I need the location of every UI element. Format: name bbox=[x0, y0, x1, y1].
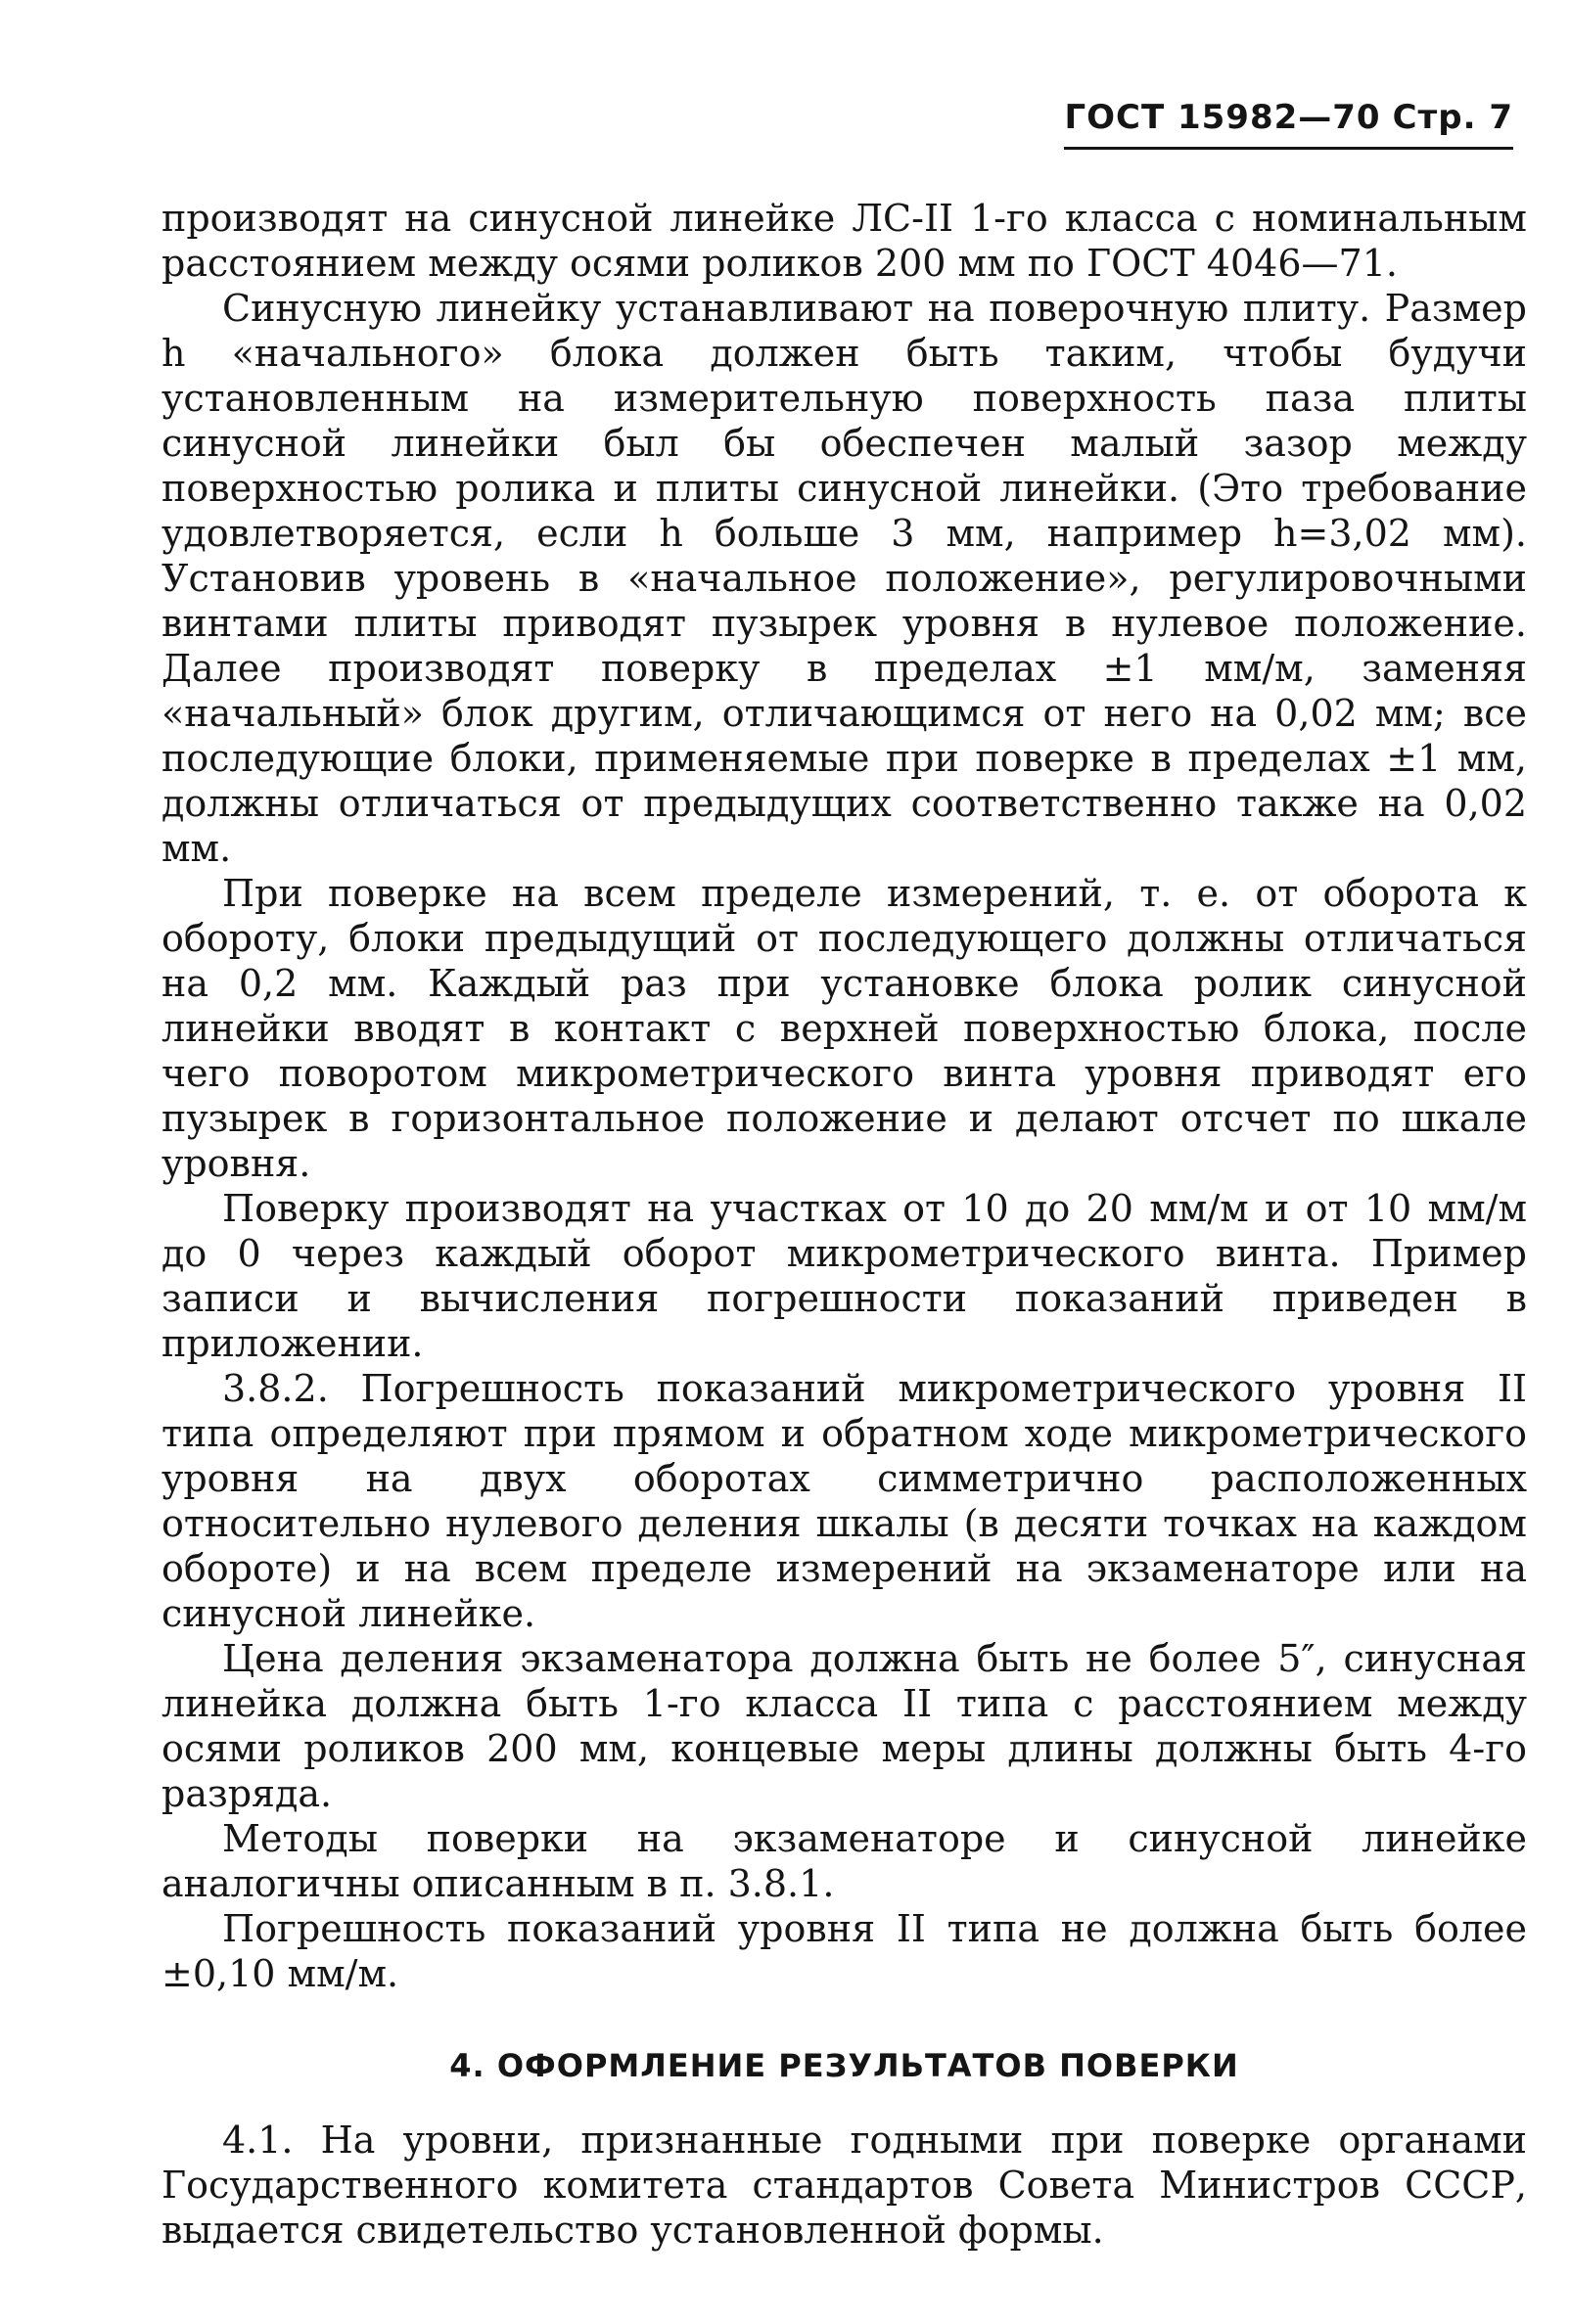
paragraph-error-limit: Погрешность показаний уровня II типа не должна быть более ±0,10 мм/м. bbox=[162, 1907, 1527, 1995]
paragraph-examiner-requirements: Цена деления экзаменатора должна быть не более 5″, синусная линейка должна быть 1-го класса II типа с расстоянием между осями роликов 200 мм, концевые меры длины должны быть 4-го разряда. bbox=[162, 1637, 1527, 1815]
page-header bbox=[1064, 98, 1513, 150]
paragraph-full-range-check: При поверке на всем пределе измерений, т. е. от оборота к обороту, блоки предыдущий от последующего должны отличаться на 0,2 мм. Каждый раз при установке блока ролик синусной линейки вводят в контакт с верхней поверхностью блока, после чего поворотом микрометрического винта уровня приводят его пузырек в горизонтальное положение и делают отсчет по шкале уровня. bbox=[162, 872, 1527, 1185]
paragraph-4-1: 4.1. На уровни, признанные годными при поверке органами Государственного комитета стандартов Совета Министров СССР, выдается свидетельство установленной формы. bbox=[162, 2119, 1527, 2252]
section-title: 4. ОФОРМЛЕНИЕ РЕЗУЛЬТАТОВ ПОВЕРКИ bbox=[449, 2047, 1239, 2084]
page-body bbox=[162, 196, 1527, 2253]
paragraph-continuation: производят на синусной линейке ЛС-II 1-го класса с номинальным расстоянием между осями роликов 200 мм по ГОСТ 4046—71. bbox=[162, 197, 1527, 285]
page-number: Стр. 7 bbox=[1392, 98, 1513, 137]
paragraph-3-8-2: 3.8.2. Погрешность показаний микрометрического уровня II типа определяют при прямом и обратном ходе микрометрического уровня на двух оборотах симметрично расположенных относительно нулевого деления шкалы (в десяти точках на каждом обороте) и на всем пределе измерений на экзаменаторе или на синусной линейке. bbox=[162, 1367, 1527, 1635]
standard-number: ГОСТ 15982—70 bbox=[1064, 98, 1381, 137]
paragraph-check-intervals: Поверку производят на участках от 10 до 20 мм/м и от 10 мм/м до 0 через каждый оборот микрометрического винта. Пример записи и вычисления погрешности показаний приведен в приложении. bbox=[162, 1187, 1527, 1365]
paragraph-methods: Методы поверки на экзаменаторе и синусной линейке аналогичны описанным в п. 3.8.1. bbox=[162, 1817, 1527, 1905]
paragraph-sine-bar-setup: Синусную линейку устанавливают на поверочную плиту. Размер h «начального» блока должен быть таким, чтобы будучи установленным на измерительную поверхность паза плиты синусной линейки был бы обеспечен малый зазор между поверхностью ролика и плиты синусной линейки. (Это требование удовлетворяется, если h больше 3 мм, например h=3,02 мм). Установив уровень в «начальное положение», регулировочными винтами плиты приводят пузырек уровня в нулевое положение. Далее производят поверку в пределах ±1 мм/м, заменяя «начальный» блок другим, отличающимся от него на 0,02 мм; все последующие блоки, применяемые при поверке в пределах ±1 мм, должны отличаться от предыдущих соответственно также на 0,02 мм. bbox=[162, 287, 1527, 870]
